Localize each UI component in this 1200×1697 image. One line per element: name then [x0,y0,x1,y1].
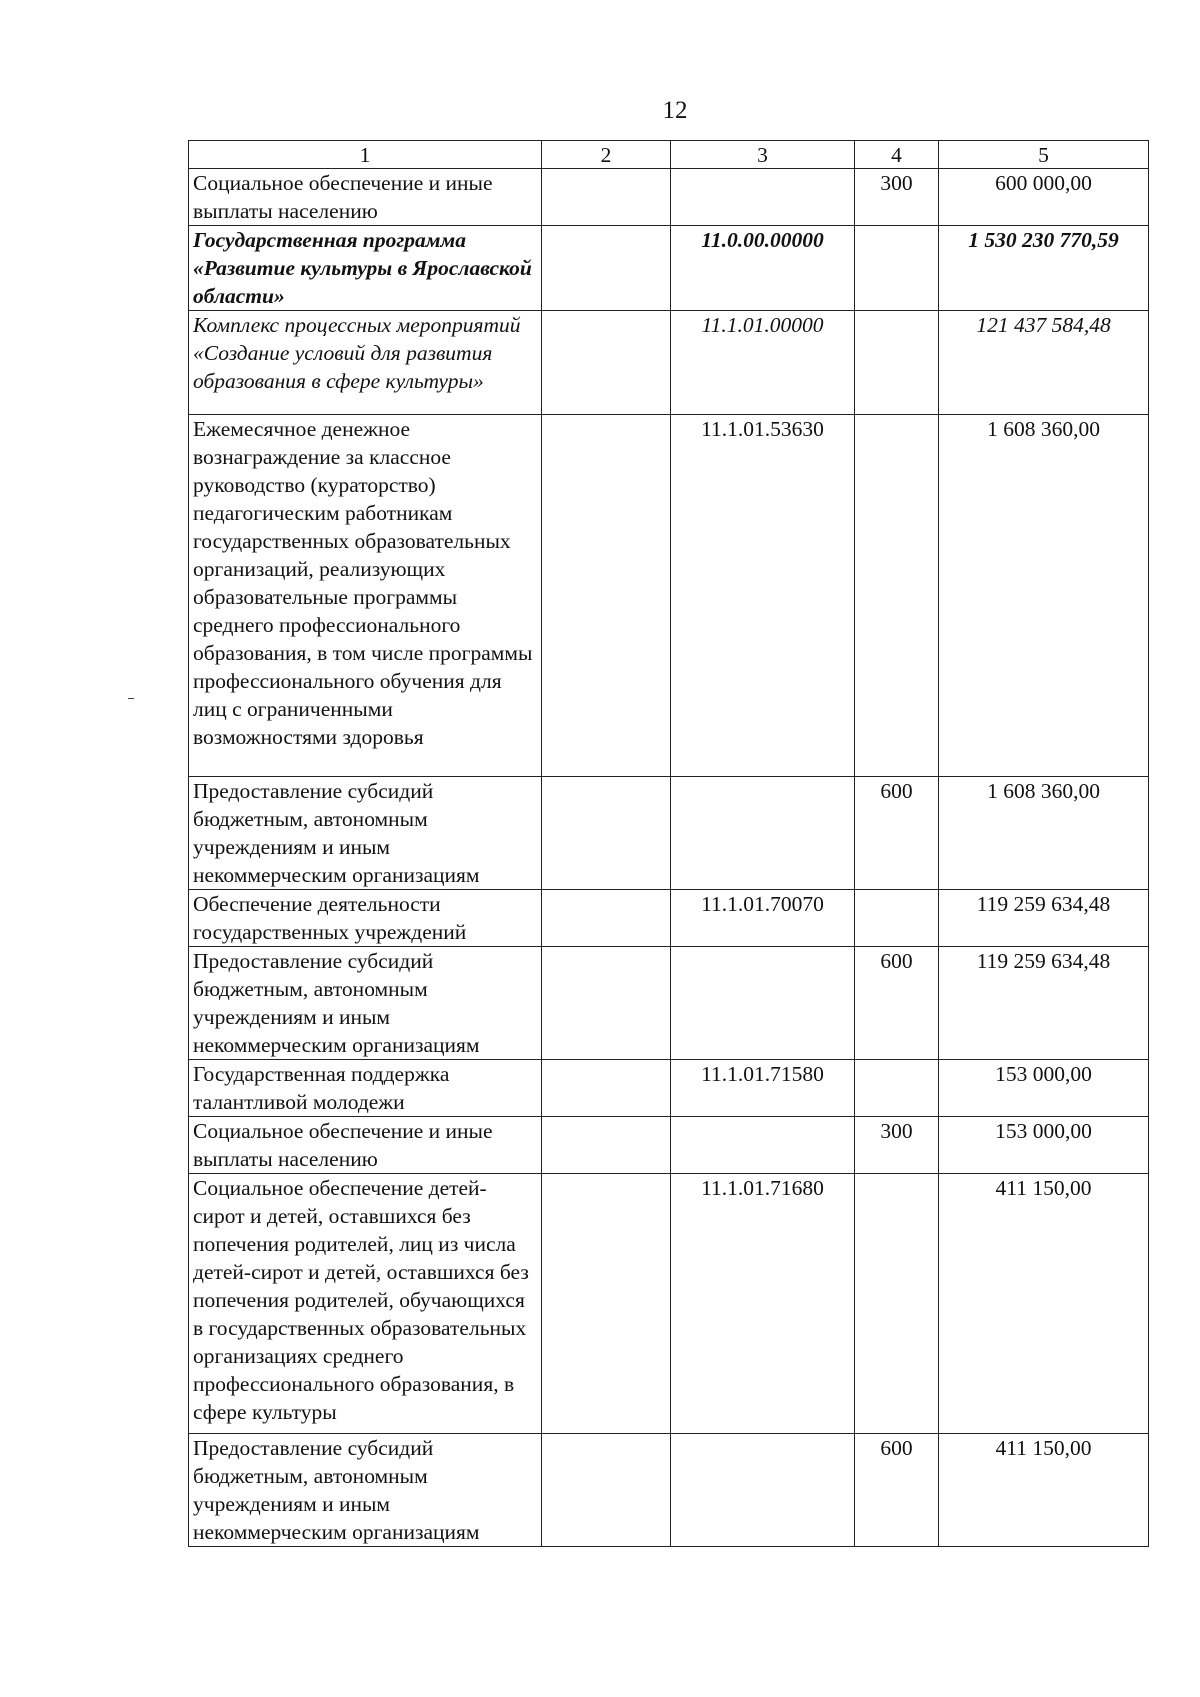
row-amount-cell: 600 000,00 [939,169,1149,226]
table-row [189,1117,1149,1174]
table-row [189,169,1149,226]
row-type-cell [855,1060,939,1117]
row-amount-cell: 1 608 360,00 [939,777,1149,890]
row-code-cell [671,1434,855,1547]
row-type-cell: 300 [855,169,939,226]
row-col2-cell [542,311,671,415]
row-code-cell [671,947,855,1060]
row-code-cell: 11.1.01.71680 [671,1174,855,1434]
row-col2-cell [542,1060,671,1117]
row-name-cell: Предоставление субсидий бюджетным, автономным учреждениям и иным некоммерческим организациям [189,777,542,890]
row-code-cell: 11.0.00.00000 [671,226,855,311]
row-amount-cell: 153 000,00 [939,1060,1149,1117]
table-row [189,415,1149,777]
table-row [189,890,1149,947]
row-type-cell: 600 [855,777,939,890]
row-code-cell [671,1117,855,1174]
table-row [189,1174,1149,1434]
row-name-cell: Ежемесячное денежное вознаграждение за классное руководство (кураторство) педагогическим работникам государственных образовательных организаций, реализующих образовательные программы среднего профессионального образования, в том числе программы профессионального обучения для лиц с ограниченными возможностями здоровья [189,415,542,777]
row-amount-cell: 119 259 634,48 [939,947,1149,1060]
row-col2-cell [542,1117,671,1174]
header-col-3: 3 [671,141,855,169]
row-name-cell: Социальное обеспечение и иные выплаты населению [189,1117,542,1174]
row-type-cell [855,311,939,415]
row-type-cell: 600 [855,947,939,1060]
header-col-1: 1 [189,141,542,169]
row-type-cell [855,415,939,777]
row-amount-cell: 153 000,00 [939,1117,1149,1174]
row-col2-cell [542,169,671,226]
header-col-4: 4 [855,141,939,169]
row-amount-cell: 1 530 230 770,59 [939,226,1149,311]
row-col2-cell [542,947,671,1060]
table-row [189,947,1149,1060]
row-name-cell: Предоставление субсидий бюджетным, автономным учреждениям и иным некоммерческим организациям [189,947,542,1060]
row-amount-cell: 119 259 634,48 [939,890,1149,947]
table-row [189,311,1149,415]
row-code-cell: 11.1.01.00000 [671,311,855,415]
row-name-cell: Социальное обеспечение детей-сирот и детей, оставшихся без попечения родителей, лиц из числа детей-сирот и детей, оставшихся без попечения родителей, обучающихся в государственных образовательных организациях среднего профессионального образования, в сфере культуры [189,1174,542,1434]
table-body [189,141,1149,1547]
row-amount-cell: 411 150,00 [939,1434,1149,1547]
row-amount-cell: 121 437 584,48 [939,311,1149,415]
row-col2-cell [542,890,671,947]
row-type-cell: 300 [855,1117,939,1174]
row-name-cell: Предоставление субсидий бюджетным, автономным учреждениям и иным некоммерческим организациям [189,1434,542,1547]
row-name-cell: Обеспечение деятельности государственных учреждений [189,890,542,947]
row-type-cell [855,1174,939,1434]
table-row [189,226,1149,311]
header-col-5: 5 [939,141,1149,169]
page-number: 12 [662,97,688,124]
row-col2-cell [542,1434,671,1547]
row-name-cell: Социальное обеспечение и иные выплаты населению [189,169,542,226]
row-type-cell [855,226,939,311]
row-name-cell: Комплекс процессных мероприятий «Создание условий для развития образования в сфере культуры» [189,311,542,415]
row-code-cell: 11.1.01.70070 [671,890,855,947]
row-name-cell: Государственная программа «Развитие культуры в Ярославской области» [189,226,542,311]
row-code-cell [671,169,855,226]
row-code-cell [671,777,855,890]
row-col2-cell [542,777,671,890]
row-type-cell: 600 [855,1434,939,1547]
row-code-cell: 11.1.01.71580 [671,1060,855,1117]
row-col2-cell [542,226,671,311]
table-row [189,1060,1149,1117]
row-amount-cell: 411 150,00 [939,1174,1149,1434]
header-col-2: 2 [542,141,671,169]
row-col2-cell [542,1174,671,1434]
table-header-row [189,141,1149,169]
budget-table [188,140,1149,1547]
table-row [189,1434,1149,1547]
row-code-cell: 11.1.01.53630 [671,415,855,777]
row-type-cell [855,890,939,947]
table-row [189,777,1149,890]
row-amount-cell: 1 608 360,00 [939,415,1149,777]
row-col2-cell [542,415,671,777]
row-name-cell: Государственная поддержка талантливой молодежи [189,1060,542,1117]
scan-speck [128,698,134,699]
